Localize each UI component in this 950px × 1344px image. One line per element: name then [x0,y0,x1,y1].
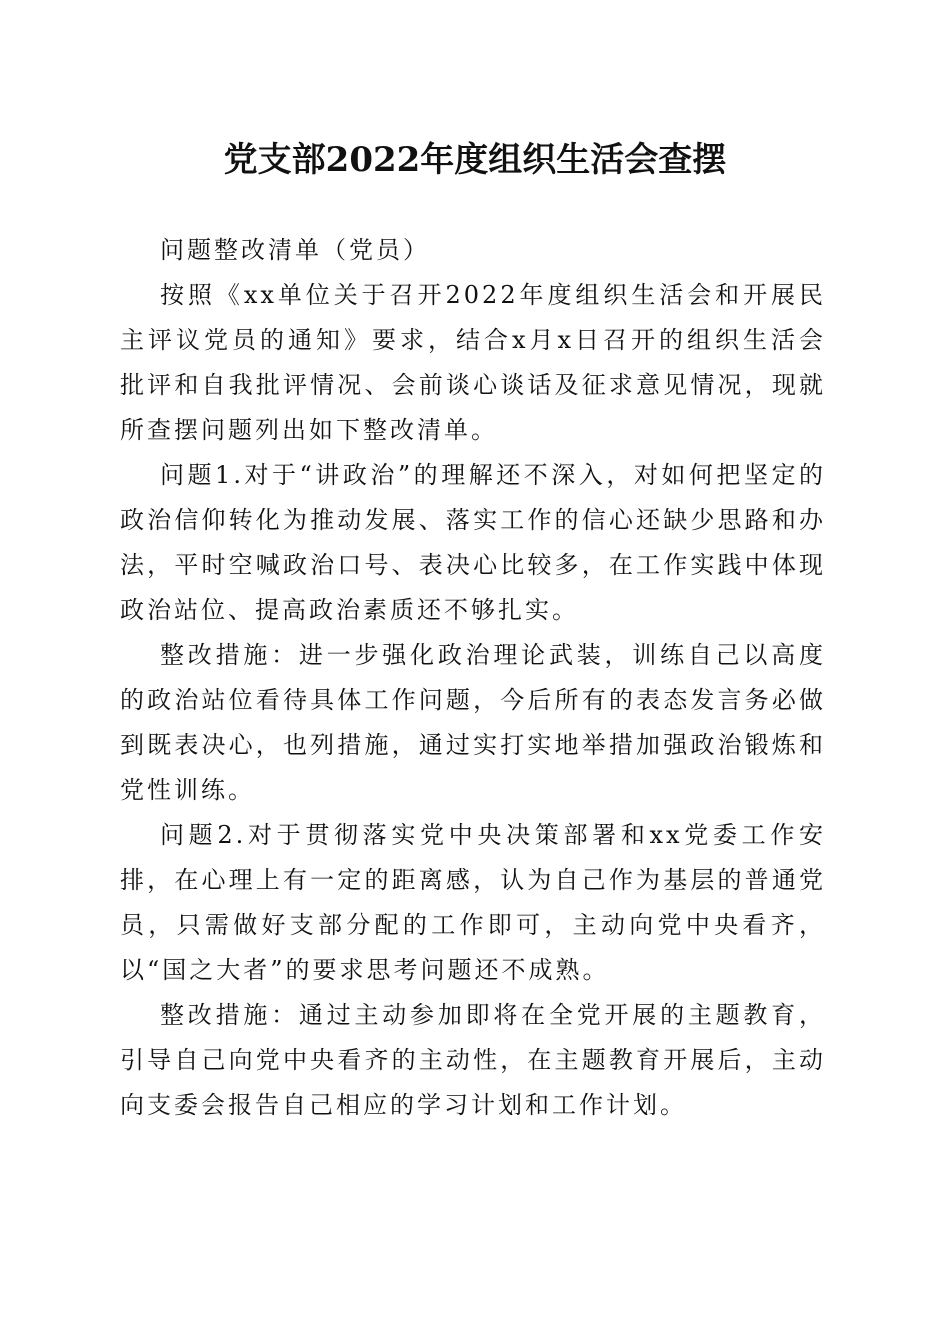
paragraph-list-heading: 问题整改清单（党员） [160,236,430,264]
paragraph-measure-2: 整改措施：通过主动参加即将在全党开展的主题教育，引导自己向党中央看齐的主动性，在主题教育开展后，主动向支委会报告自己相应的学习计划和工作计划。 [120,1001,826,1119]
document-title: 党支部2022年度组织生活会查摆 [223,140,727,180]
document-body [120,228,826,1128]
paragraph-problem-1: 问题1.对于“讲政治”的理解还不深入，对如何把坚定的政治信仰转化为推动发展、落实工作的信心还缺少思路和办法，平时空喊政治口号、表决心比较多，在工作实践中体现政治站位、提高政治素质还不够扎实。 [120,461,826,624]
paragraph-problem-2: 问题2.对于贯彻落实党中央决策部署和xx党委工作安排，在心理上有一定的距离感，认为自己作为基层的普通党员，只需做好支部分配的工作即可，主动向党中央看齐，以“国之大者”的要求思考问题还不成熟。 [120,821,826,984]
paragraph-measure-1: 整改措施：进一步强化政治理论武装，训练自己以高度的政治站位看待具体工作问题，今后所有的表态发言务必做到既表决心，也列措施，通过实打实地举措加强政治锻炼和党性训练。 [120,641,826,804]
paragraph-intro: 按照《xx单位关于召开2022年度组织生活会和开展民主评议党员的通知》要求，结合x月x日召开的组织生活会批评和自我批评情况、会前谈心谈话及征求意见情况，现就所查摆问题列出如下整改清单。 [120,281,826,444]
